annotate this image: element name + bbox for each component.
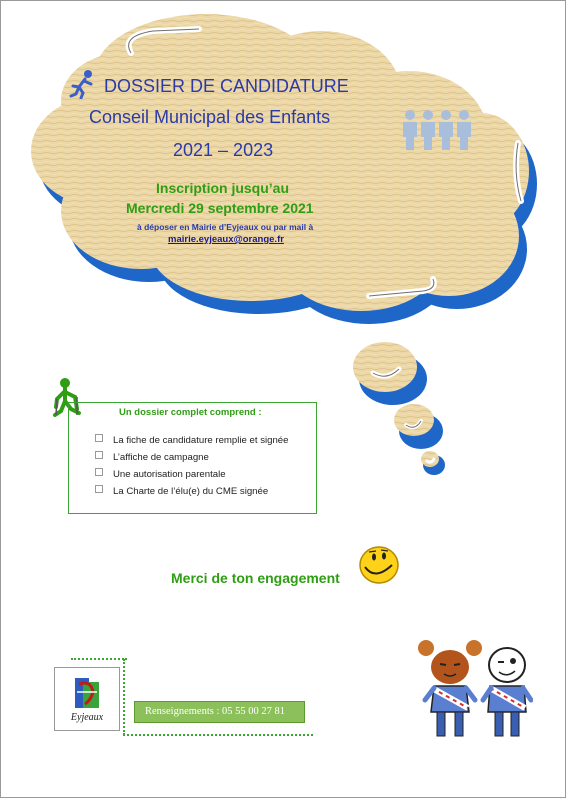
checklist-item: Une autorisation parentale bbox=[95, 466, 288, 483]
registration-label: Inscription jusqu’au bbox=[156, 180, 290, 196]
dossier-heading: Un dossier complet comprend : bbox=[119, 407, 262, 418]
logo-text: Eyjeaux bbox=[70, 712, 104, 723]
checkbox-icon bbox=[95, 451, 103, 459]
registration-deadline: Mercredi 29 septembre 2021 bbox=[126, 200, 314, 216]
page-subtitle: Conseil Municipal des Enfants bbox=[89, 107, 331, 127]
logo-icon bbox=[54, 667, 120, 731]
smiley-icon bbox=[357, 545, 401, 585]
checklist-item: La fiche de candidature remplie et signée bbox=[95, 432, 288, 449]
people-group-icon bbox=[401, 109, 473, 151]
thanks-message: Merci de ton engagement bbox=[171, 570, 340, 586]
dossier-box bbox=[68, 402, 317, 514]
dotted-divider bbox=[71, 658, 127, 660]
registration-instructions: à déposer en Mairie d’Eyjeaux ou par mail à bbox=[137, 222, 314, 232]
mandate-years: 2021 – 2023 bbox=[173, 140, 274, 160]
dotted-divider bbox=[123, 734, 313, 736]
checklist-item: La Charte de l’élu(e) du CME signée bbox=[95, 483, 288, 500]
checklist-item: L’affiche de campagne bbox=[95, 449, 288, 466]
page-title: DOSSIER DE CANDIDATURE bbox=[104, 76, 349, 96]
runner-icon bbox=[69, 69, 97, 99]
checkbox-icon bbox=[95, 434, 103, 442]
checkbox-icon bbox=[95, 468, 103, 476]
dotted-divider bbox=[123, 659, 129, 735]
children-illustration bbox=[415, 638, 533, 746]
dossier-checklist bbox=[95, 432, 288, 500]
registration-email-link[interactable]: mairie.eyjeaux@orange.fr bbox=[168, 234, 284, 245]
contact-info: Renseignements : 05 55 00 27 81 bbox=[134, 701, 305, 723]
checkbox-icon bbox=[95, 485, 103, 493]
